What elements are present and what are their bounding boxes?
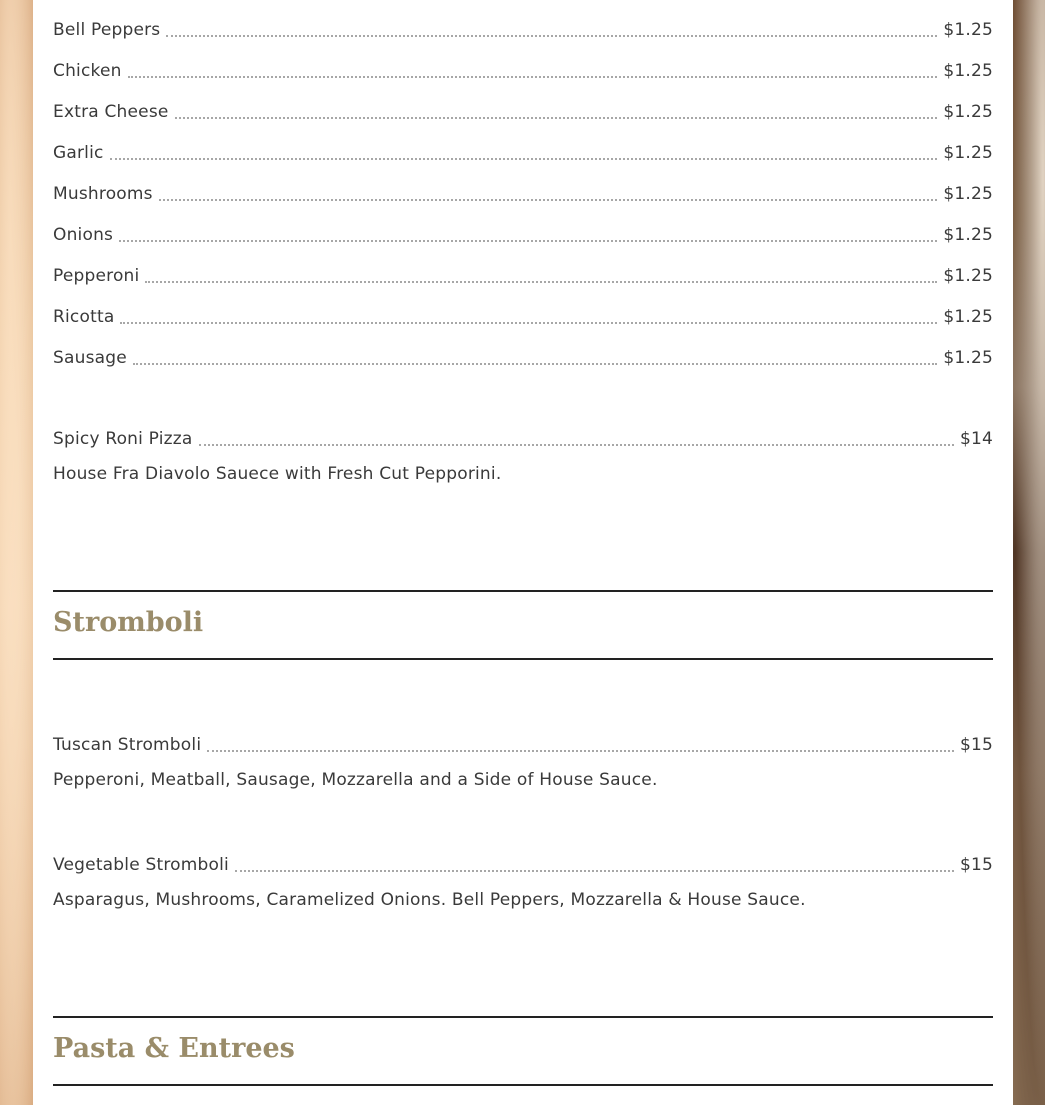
menu-item-row xyxy=(53,16,993,40)
dot-leader xyxy=(128,75,938,78)
dot-leader xyxy=(159,198,938,201)
menu-item-row xyxy=(53,221,993,245)
menu-item-description: Asparagus, Mushrooms, Caramelized Onions. Bell Peppers, Mozzarella & House Sauce. xyxy=(53,890,806,910)
menu-item-price: $1.25 xyxy=(943,348,993,368)
menu-item-price: $15 xyxy=(959,735,993,755)
menu-item-price: $1.25 xyxy=(943,225,993,245)
menu-item-row xyxy=(53,180,993,204)
menu-item-price: $1.25 xyxy=(943,307,993,327)
menu-item-price: $15 xyxy=(959,855,993,875)
menu-item-row xyxy=(53,425,993,449)
menu-item-name: Extra Cheese xyxy=(53,102,169,122)
dot-leader xyxy=(133,362,937,365)
menu-item-row xyxy=(53,57,993,81)
dot-leader xyxy=(110,157,938,160)
dot-leader xyxy=(120,321,937,324)
menu-item-row xyxy=(53,851,993,875)
menu-item-name: Ricotta xyxy=(53,307,115,327)
section-divider xyxy=(53,1084,993,1086)
section-divider xyxy=(53,658,993,660)
dot-leader xyxy=(119,239,937,242)
menu-item-price: $1.25 xyxy=(943,61,993,81)
menu-item-price: $14 xyxy=(959,429,993,449)
dot-leader xyxy=(199,443,954,446)
menu-item-row xyxy=(53,98,993,122)
menu-item-name: Vegetable Stromboli xyxy=(53,855,229,875)
section-title-pasta-entrees: Pasta & Entrees xyxy=(53,1033,295,1064)
dot-leader xyxy=(145,280,937,283)
menu-item-price: $1.25 xyxy=(943,102,993,122)
menu-item-name: Garlic xyxy=(53,143,104,163)
menu-item-description: Pepperoni, Meatball, Sausage, Mozzarella and a Side of House Sauce. xyxy=(53,770,658,790)
dot-leader xyxy=(207,749,954,752)
menu-item-row xyxy=(53,139,993,163)
menu-item-row xyxy=(53,731,993,755)
menu-item-row xyxy=(53,262,993,286)
menu-item-name: Onions xyxy=(53,225,114,245)
menu-item-name: Bell Peppers xyxy=(53,20,161,40)
menu-item-price: $1.25 xyxy=(943,143,993,163)
menu-panel xyxy=(33,0,1013,1105)
dot-leader xyxy=(235,869,954,872)
menu-item-name: Sausage xyxy=(53,348,127,368)
menu-item-row xyxy=(53,344,993,368)
menu-item-price: $1.25 xyxy=(943,266,993,286)
background-left xyxy=(0,0,33,1105)
menu-item-name: Pepperoni xyxy=(53,266,140,286)
menu-item-name: Mushrooms xyxy=(53,184,153,204)
menu-item-name: Spicy Roni Pizza xyxy=(53,429,193,449)
dot-leader xyxy=(175,116,938,119)
menu-item-price: $1.25 xyxy=(943,184,993,204)
menu-item-price: $1.25 xyxy=(943,20,993,40)
menu-item-name: Tuscan Stromboli xyxy=(53,735,202,755)
menu-item-row xyxy=(53,303,993,327)
section-divider xyxy=(53,1016,993,1018)
menu-item-description: House Fra Diavolo Sauece with Fresh Cut Pepporini. xyxy=(53,464,502,484)
section-title-stromboli: Stromboli xyxy=(53,607,204,638)
dot-leader xyxy=(166,34,937,37)
menu-item-name: Chicken xyxy=(53,61,122,81)
background-right xyxy=(1013,0,1045,1105)
section-divider xyxy=(53,590,993,592)
